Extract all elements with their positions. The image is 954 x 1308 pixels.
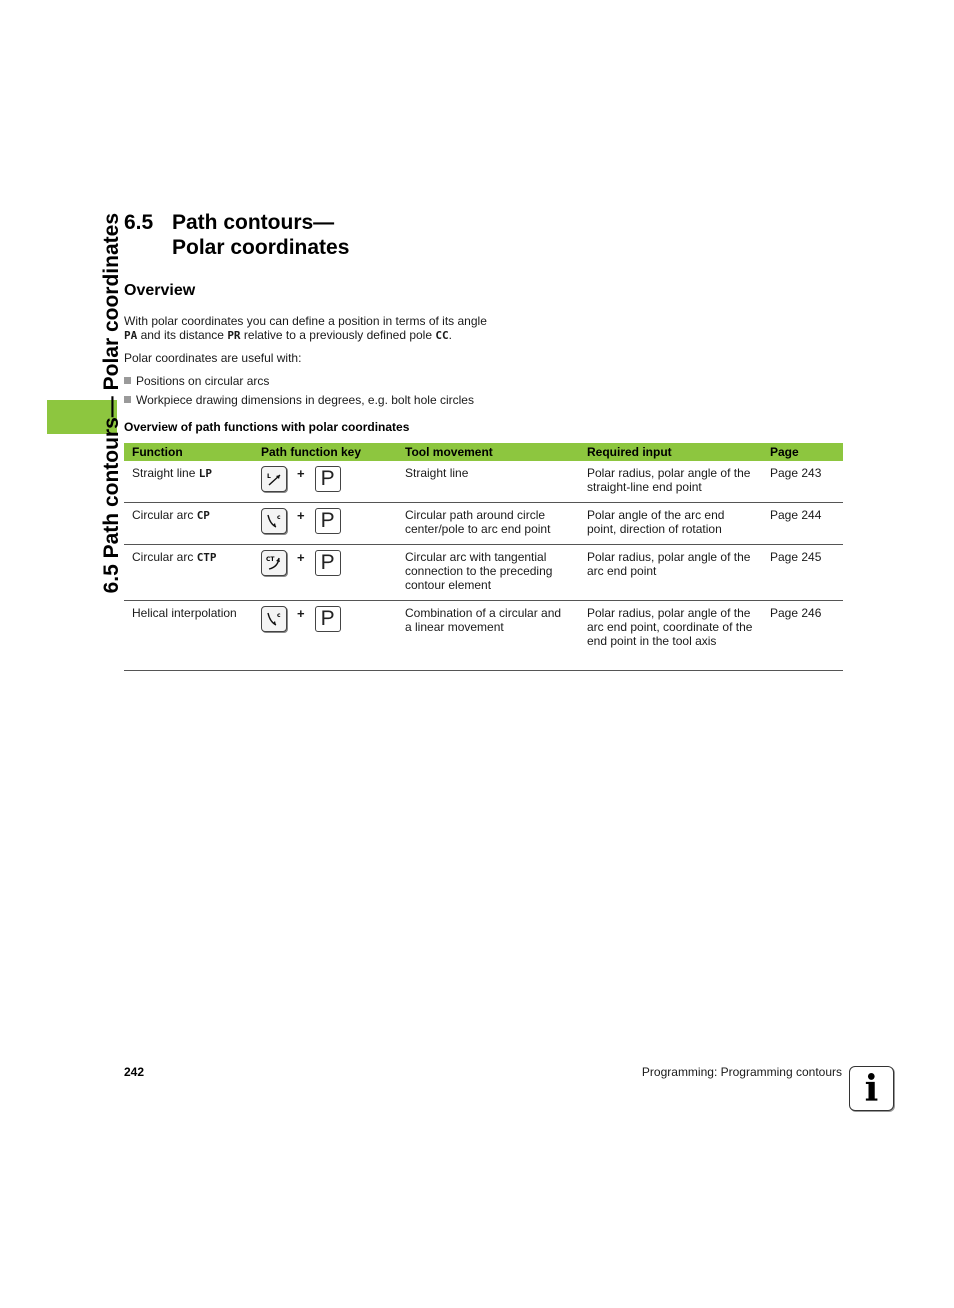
cell-page: Page 244: [762, 503, 843, 545]
info-icon: i: [849, 1066, 894, 1111]
section-heading: [124, 210, 349, 260]
circular-arc-key-icon: [261, 606, 287, 632]
svg-text:c: c: [277, 612, 281, 619]
section-title-line1: Path contours—: [172, 211, 335, 234]
circular-arc-key-icon: [261, 508, 287, 534]
cell-movement: Circular path around circle center/pole to arc end point: [397, 503, 579, 545]
side-running-title: 6.5 Path contours— Polar coordinates: [100, 213, 123, 594]
intro-line2: PA and its distance PR relative to a previously defined pole CC.: [124, 328, 452, 342]
bullet-square-icon: [124, 377, 131, 384]
plus-sign: +: [297, 606, 305, 621]
cell-input: Polar radius, polar angle of the arc end point, coordinate of the end point in the tool axis: [579, 601, 762, 671]
plus-sign: +: [297, 550, 305, 565]
overview-heading: Overview: [124, 282, 196, 299]
table-header-row: [124, 443, 843, 461]
list-item: Positions on circular arcs: [124, 374, 269, 388]
svg-text:L: L: [267, 473, 271, 480]
cell-input: Polar angle of the arc end point, direction of rotation: [579, 503, 762, 545]
table-row: [124, 601, 843, 671]
cell-movement: Straight line: [397, 461, 579, 503]
header-function: Function: [124, 443, 253, 461]
p-key-icon: P: [315, 606, 341, 632]
bullet-square-icon: [124, 396, 131, 403]
p-key-icon: P: [315, 508, 341, 534]
svg-text:c: c: [277, 514, 281, 521]
header-tool-movement: Tool movement: [397, 443, 579, 461]
plus-sign: +: [297, 508, 305, 523]
cell-movement: Circular arc with tangential connection to the preceding contour element: [397, 545, 579, 601]
cell-page: Page 246: [762, 601, 843, 671]
chapter-footer: Programming: Programming contours: [641, 1065, 842, 1079]
page-number: 242: [124, 1065, 145, 1079]
useful-with-text: Polar coordinates are useful with:: [124, 351, 302, 365]
header-required-input: Required input: [579, 443, 762, 461]
straight-line-key-icon: [261, 466, 287, 492]
path-functions-table: [124, 443, 843, 671]
list-item: Workpiece drawing dimensions in degrees, e.g. bolt hole circles: [124, 393, 474, 407]
cell-input: Polar radius, polar angle of the arc end point: [579, 545, 762, 601]
svg-text:CT: CT: [266, 556, 275, 563]
cell-function: Circular arc CTP: [124, 545, 253, 601]
table-row: [124, 545, 843, 601]
table-caption: Overview of path functions with polar coordinates: [124, 420, 410, 434]
cell-key: [253, 545, 397, 601]
intro-line1: With polar coordinates you can define a position in terms of its angle: [124, 314, 487, 328]
table-row: [124, 461, 843, 503]
intro-paragraph: [124, 314, 487, 343]
cell-function: Circular arc CP: [124, 503, 253, 545]
cell-input: Polar radius, polar angle of the straight-line end point: [579, 461, 762, 503]
tangential-arc-key-icon: [261, 550, 287, 576]
header-page: Page: [762, 443, 843, 461]
section-number: 6.5: [124, 211, 154, 234]
header-path-function-key: Path function key: [253, 443, 397, 461]
cell-function: Straight line LP: [124, 461, 253, 503]
plus-sign: +: [297, 466, 305, 481]
cell-function: Helical interpolation: [124, 601, 253, 671]
p-key-icon: P: [315, 466, 341, 492]
cell-key: [253, 601, 397, 671]
cell-movement: Combination of a circular and a linear movement: [397, 601, 579, 671]
p-key-icon: P: [315, 550, 341, 576]
section-title-line2: Polar coordinates: [172, 236, 350, 259]
cell-page: Page 243: [762, 461, 843, 503]
cell-key: [253, 503, 397, 545]
cell-key: [253, 461, 397, 503]
table-row: [124, 503, 843, 545]
cell-page: Page 245: [762, 545, 843, 601]
